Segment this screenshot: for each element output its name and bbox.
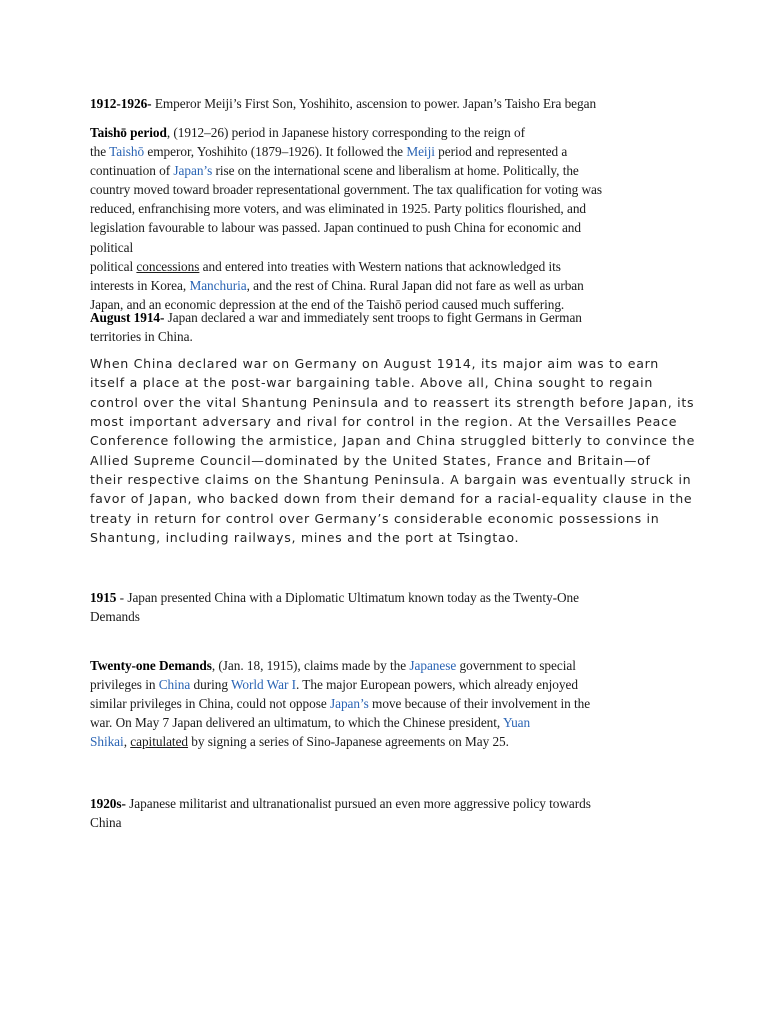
entry-1912-text: Emperor Meiji’s First Son, Yoshihito, ascension to power. Japan’s Taisho Era began — [151, 96, 597, 111]
entry-1920s-date: 1920s- — [90, 796, 126, 811]
link-yuan[interactable]: Yuan — [502, 715, 531, 731]
versailles-paragraph: When China declared war on Germany on August 1914, its major aim was to earn itself a place at the post-war bargaining table. Above all, China sought to regain control over the vital Shantung Peninsula and to reassert its strength before Japan, its most important adversary and rival for control in the region. At the Versailles Peace Conference following the armistice, Japan and China struggled bitterly to convince the Allied Supreme Council—dominated by the United States, France and Britain—of their respective claims on the Shantung Peninsula. A bargain was eventually struck in favor of Japan, who backed down from their demand for a racial-equality clause in the treaty in return for control over Germany’s considerable economic possessions in Shantung, including railways, mines and the port at Tsingtao. — [90, 356, 696, 546]
taisho-paragraph: Taishō period, (1912–26) period in Japanese history corresponding to the reign of the Taishō emperor, Yoshihito (1879–1926). It followed the Meiji period and represented a continuation of Japan’s rise on the international scene and liberalism at home. Politically, the country moved toward broader representational government. The tax qualification for voting was reduced, enfranchising more voters, and was eliminated in 1925. Party politics flourished, and legislation favourable to labour was passed. Japan continued to push China for economic and political political concessions and entered into treaties with Western nations that acknowledged its interests in Korea, Manchuria, and the rest of China. Rural Japan did not fare as well as urban Japan, and an economic depression at the end of the Taishō period caused much suffering. — [90, 125, 602, 312]
entry-1915: 1915 - Japan presented China with a Diplomatic Ultimatum known today as the Twenty-One Demands — [90, 590, 580, 625]
entry-1920s: 1920s- Japanese militarist and ultranationalist pursued an even more aggressive policy towards China — [90, 796, 591, 831]
link-world-war-1[interactable]: World War I — [230, 677, 296, 693]
link-japanese[interactable]: Japanese — [409, 658, 457, 673]
link-manchuria[interactable]: Manchuria — [189, 277, 247, 293]
entry-1912-date: 1912-1926- — [90, 96, 152, 111]
link-capitulated[interactable]: capitulated — [130, 734, 189, 750]
link-china[interactable]: China — [158, 677, 191, 693]
twenty-one-paragraph: Twenty-one Demands, (Jan. 18, 1915), claims made by the Japanese government to special privileges in China during World War I. The major European powers, which already enjoyed similar privileges in China, could not oppose Japan’s move because of their involvement in the war. On May 7 Japan delivered an ultimatum, to which the Chinese president, Yuan Shikai, capitulated by signing a series of Sino-Japanese agreements on May 25. — [90, 658, 591, 750]
link-meiji[interactable]: Meiji — [406, 144, 435, 160]
entry-1914: August 1914- Japan declared a war and immediately sent troops to fight Germans in German territories in China. — [90, 310, 582, 345]
link-concessions[interactable]: concessions — [136, 258, 200, 274]
link-japans-2[interactable]: Japan’s — [329, 696, 369, 712]
entry-1912 — [90, 94, 680, 113]
taisho-term: Taishō period — [90, 125, 167, 140]
entry-1914-date: August 1914- — [90, 310, 165, 325]
entry-1915-date: 1915 — [90, 590, 117, 605]
link-shikai[interactable]: Shikai — [90, 734, 124, 750]
link-taisho[interactable]: Taishō — [109, 144, 145, 160]
link-japans[interactable]: Japan’s — [173, 163, 213, 179]
twenty-one-term: Twenty-one Demands — [90, 658, 212, 673]
